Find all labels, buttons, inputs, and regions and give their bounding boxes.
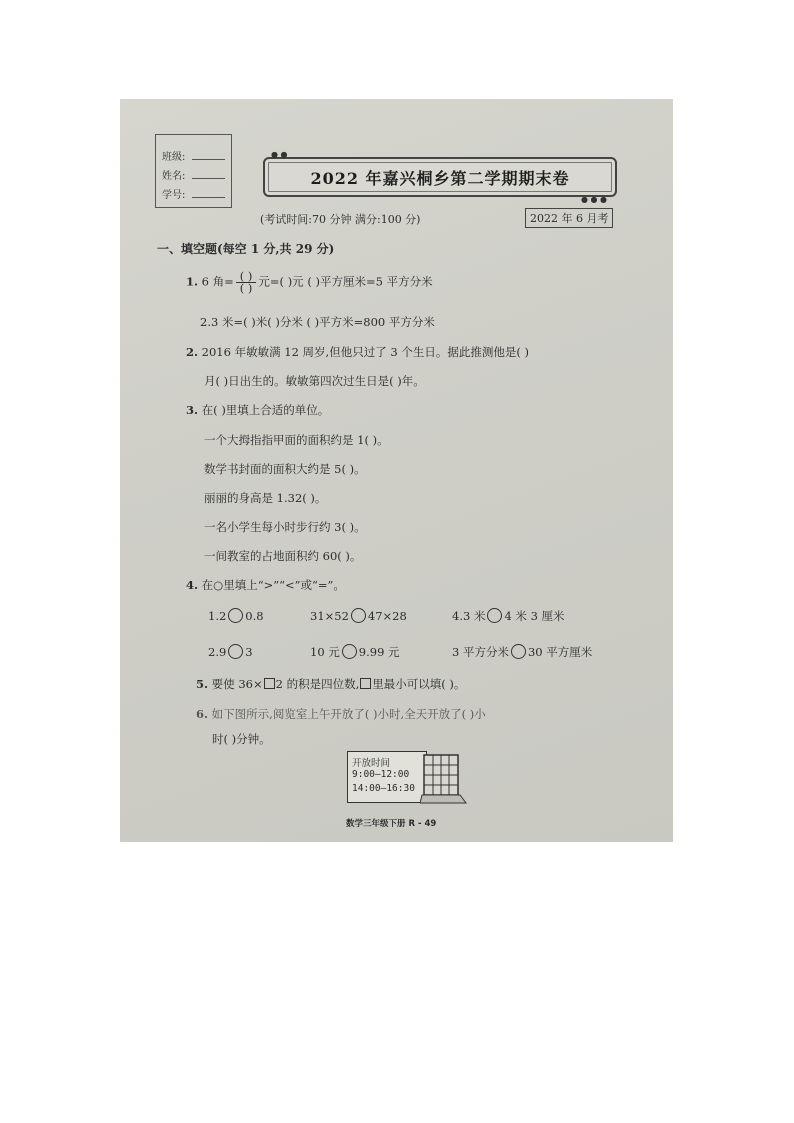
compare-circle[interactable]	[228, 644, 243, 659]
fraction-denominator: ( )	[239, 281, 253, 295]
question-4-stem	[186, 577, 345, 593]
class-blank	[192, 149, 225, 160]
compare-item	[208, 644, 253, 659]
compare-circle[interactable]	[342, 644, 357, 659]
compare-right: 30 平方厘米	[527, 645, 593, 659]
sign-morning-hours: 9:00—12:00	[352, 769, 410, 780]
question-number: 1.	[186, 274, 199, 289]
id-label: 学号:	[162, 190, 186, 201]
sign-afternoon-hours: 14:00—16:30	[352, 783, 415, 794]
question-5	[196, 676, 465, 692]
question-number: 4.	[186, 578, 199, 592]
compare-circle[interactable]	[228, 608, 243, 623]
section-title: 一、填空题(每空 1 分,共 29 分)	[157, 242, 335, 256]
compare-left: 1.2	[208, 609, 227, 623]
compare-left: 4.3 米	[452, 609, 486, 623]
compare-item	[452, 608, 565, 624]
blank-square	[264, 678, 275, 689]
exam-meta: (考试时间:70 分钟 满分:100 分)	[260, 213, 421, 226]
compare-right: 0.8	[245, 609, 264, 623]
question-3-item: 一间教室的占地面积约 60( )。	[204, 549, 362, 563]
blank-square	[360, 678, 371, 689]
question-number: 5.	[196, 677, 209, 691]
title-banner	[263, 150, 617, 204]
q2-text: 2016 年敏敏满 12 周岁,但他只过了 3 个生日。据此推测他是( )	[201, 345, 529, 359]
compare-right: 4 米 3 厘米	[504, 609, 565, 623]
building-illustration	[420, 751, 468, 809]
name-label: 姓名:	[162, 171, 186, 182]
question-1-line-1	[186, 271, 433, 294]
q4-text: 在○里填上“>”“<”或“=”。	[201, 578, 345, 592]
q3-text: 在( )里填上合适的单位。	[201, 403, 330, 417]
compare-circle[interactable]	[351, 608, 366, 623]
compare-item	[208, 608, 264, 623]
question-2-line-2: 月( )日出生的。敏敏第四次过生日是( )年。	[204, 374, 425, 388]
question-1-line-2: 2.3 米=( )米( )分米 ( )平方米=800 平方分米	[200, 315, 435, 329]
decoration-dots: ● ● ●	[580, 195, 607, 204]
q5-text: 里最小可以填( )。	[372, 677, 466, 691]
student-info-box	[155, 134, 232, 208]
page-title: 2022 年嘉兴桐乡第二学期期末卷	[310, 169, 570, 188]
fraction	[236, 271, 257, 294]
question-number: 3.	[186, 403, 199, 417]
compare-left: 10 元	[310, 645, 340, 659]
opening-hours-sign	[347, 751, 427, 803]
fraction-numerator: ( )	[236, 271, 257, 283]
q6-text: 如下图所示,阅览室上午开放了( )小时,全天开放了( )小	[211, 707, 486, 721]
class-label: 班级:	[162, 152, 186, 163]
q1-text: 6 角=	[201, 274, 234, 289]
scanned-exam-page	[120, 99, 673, 842]
q1-text: 元=( )元 ( )平方厘米=5 平方分米	[258, 274, 433, 289]
compare-circle[interactable]	[487, 608, 502, 623]
compare-item	[452, 644, 592, 660]
compare-right: 47×28	[367, 609, 407, 623]
question-3-item: 丽丽的身高是 1.32( )。	[204, 491, 327, 505]
question-6-line-2: 时( )分钟。	[212, 732, 271, 746]
question-6-line-1	[196, 706, 486, 722]
question-number: 2.	[186, 345, 199, 359]
compare-left: 31×52	[310, 609, 349, 623]
compare-left: 2.9	[208, 645, 227, 659]
date-badge: 2022 年 6 月考	[525, 208, 613, 228]
name-blank	[192, 168, 225, 179]
sign-title: 开放时间	[352, 758, 391, 769]
decoration-dots: ● ●	[271, 150, 288, 159]
q5-text: 2 的积是四位数,	[275, 677, 360, 691]
compare-left: 3 平方分米	[452, 645, 509, 659]
question-3-item: 一个大拇指指甲面的面积约是 1( )。	[204, 433, 389, 447]
id-blank	[192, 187, 225, 198]
question-2-line-1	[186, 344, 529, 360]
question-3-item: 一名小学生每小时步行约 3( )。	[204, 520, 366, 534]
page-footer: 数学三年级下册 R - 49	[346, 819, 437, 829]
question-3-item: 数学书封面的面积大约是 5( )。	[204, 462, 366, 476]
compare-item	[310, 608, 407, 623]
q5-text: 要使 36×	[211, 677, 263, 691]
compare-circle[interactable]	[511, 644, 526, 659]
question-number: 6.	[196, 707, 209, 721]
compare-item	[310, 644, 400, 660]
question-3-stem	[186, 402, 329, 418]
compare-right: 3	[245, 645, 253, 659]
compare-right: 9.99 元	[358, 645, 400, 659]
